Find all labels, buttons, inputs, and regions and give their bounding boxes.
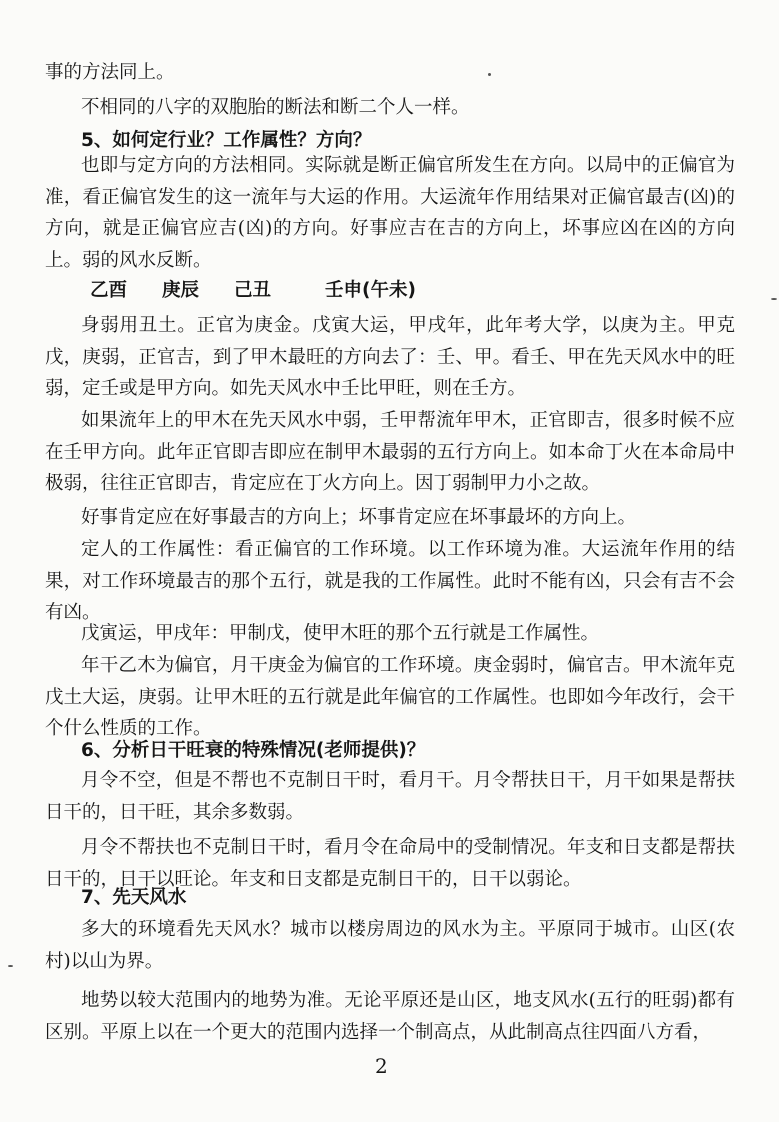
paragraph: 戊寅运，甲戌年：甲制戊，使甲木旺的那个五行就是工作属性。 <box>81 623 600 644</box>
paragraph: 好事肯定应在好事最吉的方向上；坏事肯定应在坏事最坏的方向上。 <box>81 507 637 528</box>
paragraph: 也即与定方向的方法相同。实际就是断正偏官所发生在方向。以局中的正偏官为准，看正偏官发生的这一流年与大运的作用。大运流年作用结果对正偏官最吉(凶)的方向，就是正偏官应吉(凶)的方向。好事应吉在吉的方向上，坏事应凶在凶的方向上。弱的风水反断。 <box>45 155 735 271</box>
pillar-month: 庚辰 <box>162 280 200 301</box>
scan-speck <box>771 298 777 300</box>
scan-speck <box>488 73 491 76</box>
pillar-hour: 壬申(午未) <box>325 280 416 301</box>
scan-speck <box>8 965 13 967</box>
pillar-day: 己丑 <box>234 280 272 301</box>
paragraph: 年干乙木为偏官，月干庚金为偏官的工作环境。庚金弱时，偏官吉。甲木流年克戊土大运，庚弱。让甲木旺的五行就是此年偏官的工作属性。也即如今年改行，会干个什么性质的工作。 <box>45 655 735 739</box>
paragraph: 事的方法同上。 <box>45 62 175 83</box>
paragraph: 多大的环境看先天风水？城市以楼房周边的风水为主。平原同于城市。山区(农村)以山为界。 <box>45 919 735 972</box>
paragraph: 定人的工作属性：看正偏官的工作环境。以工作环境为准。大运流年作用的结果，对工作环境最吉的那个五行，就是我的工作属性。此时不能有凶，只会有吉不会有凶。 <box>45 539 735 623</box>
page-number: 2 <box>375 1054 388 1078</box>
paragraph: 地势以较大范围内的地势为准。无论平原还是山区，地支风水(五行的旺弱)都有区别。平原上以在一个更大的范围内选择一个制高点，从此制高点往四面八方看， <box>45 990 735 1043</box>
paragraph: 月令不空，但是不帮也不克制日干时，看月干。月令帮扶日干，月干如果是帮扶日干的，日干旺，其余多数弱。 <box>45 770 735 823</box>
section-heading-innate-fengshui: 7、先天风水 <box>81 887 187 908</box>
paragraph: 不相同的八字的双胞胎的断法和断二个人一样。 <box>81 97 470 118</box>
paragraph: 月令不帮扶也不克制日干时，看月令在命局中的受制情况。年支和日支都是帮扶日干的，日干以旺论。年支和日支都是克制日干的，日干以弱论。 <box>45 837 735 890</box>
paragraph: 身弱用丑土。正官为庚金。戊寅大运，甲戌年，此年考大学，以庚为主。甲克戊，庚弱，正官吉，到了甲木最旺的方向去了：壬、甲。看壬、甲在先天风水中的旺弱，定壬或是甲方向。如先天风水中壬比甲旺，则在壬方。 <box>45 315 735 399</box>
paragraph: 如果流年上的甲木在先天风水中弱，壬甲帮流年甲木，正官即吉，很多时候不应在壬甲方向。此年正官即吉即应在制甲木最弱的五行方向上。如本命丁火在本命局中极弱，往往正官即吉，肯定应在丁火方向上。因丁弱制甲力小之故。 <box>45 410 735 494</box>
section-heading-day-stem-strength: 6、分析日干旺衰的特殊情况(老师提供)？ <box>81 740 426 761</box>
section-heading-industry-direction: 5、如何定行业？工作属性？方向？ <box>81 130 372 151</box>
pillar-year: 乙酉 <box>90 280 128 301</box>
